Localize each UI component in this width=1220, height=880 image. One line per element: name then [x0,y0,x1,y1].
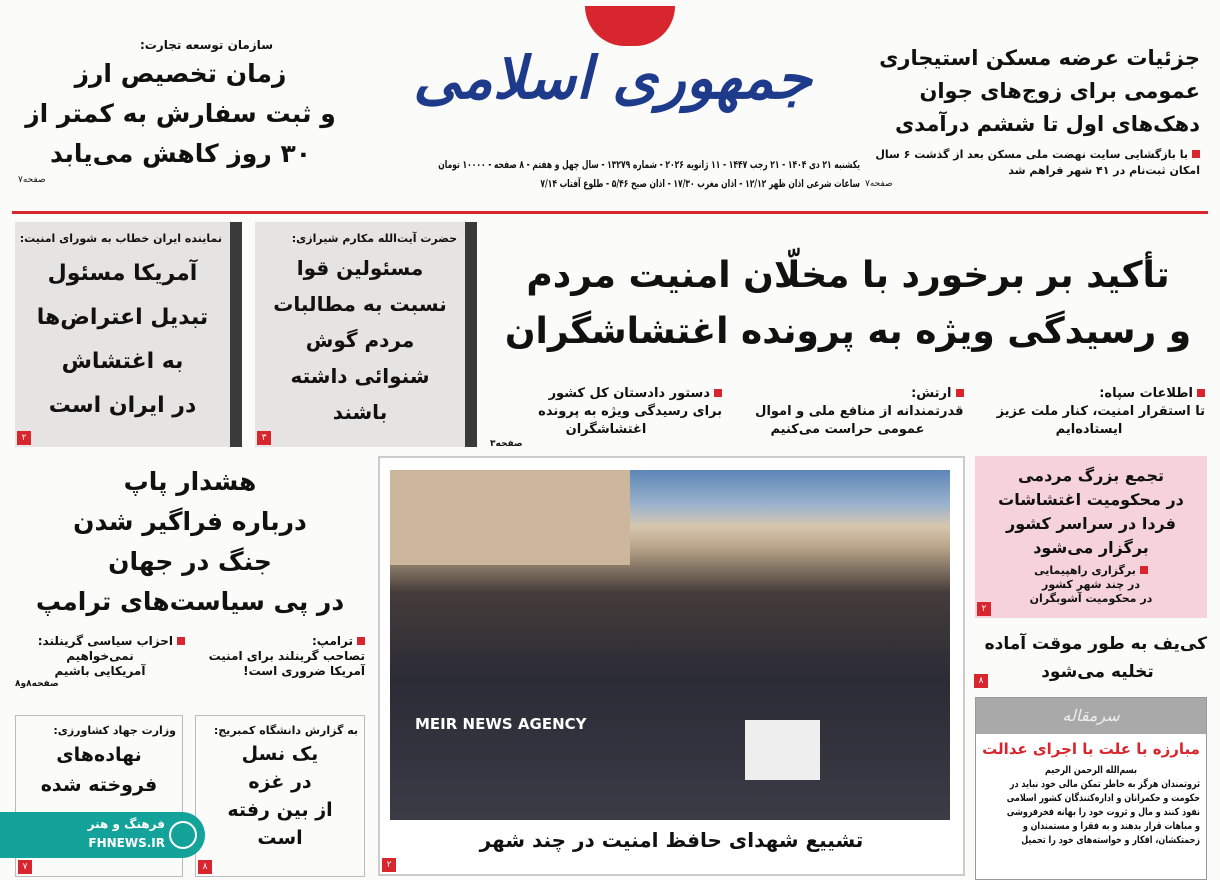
text [15,462,365,622]
text [865,147,1200,163]
text: زحمتکشان، افکار و خواسته‌های خود را تحمیل [1021,835,1200,846]
text: تبدیل اعتراض‌ها [36,305,209,330]
text [18,54,343,174]
text: ۲ [17,431,31,445]
text: صفحه۷ [865,179,893,189]
text: ۲ [382,858,396,872]
text: حضرت آیت‌الله مکارم شیرازی: [291,232,457,245]
text: تا استقرار امنیت، کنار ملت عزیز [996,404,1205,419]
text: کی‌یف به طور موقت آماده [984,634,1207,654]
text: زمان تخصیص ارز [74,59,287,88]
page-ref: صفحه۷ [18,175,46,185]
kyiv-story[interactable] [972,630,1207,690]
text: مبارزه با علت با اجرای عدالت [982,740,1200,758]
text [16,740,182,800]
divider [12,211,1208,214]
text: ثروتمندان هرگز به خاطر تمکن مالی خود نباید در [1009,779,1200,790]
main-headline[interactable] [488,248,1208,360]
text [1192,150,1200,158]
text [1197,389,1205,397]
top-left-story[interactable] [18,36,343,186]
text: درباره فراگیر شدن [73,507,307,536]
text [973,385,1205,403]
text: و مباهات قرار بدهند و به فقرا و مستمندان و [1022,821,1200,832]
cambridge-story[interactable] [195,715,365,877]
box-bar [230,222,242,447]
text: در ایران است [48,393,197,418]
text: برگزاری راهپیمایی [1034,564,1136,577]
text: نمی‌خواهیم [66,649,134,663]
text [972,630,1207,686]
text: در غزه [248,771,312,793]
text: تجمع بزرگ مردمی [1017,466,1165,485]
text: یک نسل [241,743,319,765]
text: ۸ [974,674,988,688]
text: ۳ [257,431,271,445]
text: ایستاده‌ایم [1055,422,1123,437]
text: عمومی برای زوج‌های جوان [919,79,1200,103]
text: حکومت و حکمرانان و اداره‌کنندگان کشور اسلامی [1006,793,1200,804]
date-line [405,156,860,194]
text: امکان ثبت‌نام در ۴۱ شهر فراهم شد [1008,164,1200,177]
text: ۳۰ روز کاهش می‌یابد [50,139,311,168]
text: در پی سیاست‌های ترامپ [35,587,345,616]
box-story-2[interactable] [255,222,465,447]
text: ۷ [18,860,32,874]
masthead-logo: جمهوری اسلامی [413,44,812,112]
text [490,385,722,403]
text: و رسیدگی ویژه به پرونده اغتشاشگران [504,311,1192,352]
text [15,252,230,428]
text [193,634,365,689]
text: دستور دادستان کل کشور [548,386,710,401]
text [1140,566,1148,574]
text [976,759,1206,848]
text: تصاحب گرینلند برای امنیت [208,649,365,663]
text: فروخته شده [40,774,158,796]
text: یکشنبه ۲۱ دی ۱۴۰۴ - ۲۱ رجب ۱۴۴۷ - ۱۱ ژانویه ۲۰۲۶ - شماره ۱۳۲۷۹ - سال چهل و هفتم - ۸ صفحه - ۱۰۰۰۰ تومان [438,159,860,171]
fhnews-logo-icon [169,821,197,849]
text: جزئیات عرضه مسکن استیجاری [879,46,1200,70]
text [15,634,185,689]
text: به اغتشاش [61,349,184,374]
text: ارتش: [911,386,952,401]
text: در محکومیت آشوبگران [1029,592,1153,605]
text: ۸ [198,860,212,874]
text: آمریکا مسئول [47,261,198,286]
text: نماینده ایران خطاب به شورای امنیت: [19,232,222,245]
box-story-1[interactable] [15,222,230,447]
text: فرهنگ و هنر [87,817,165,831]
text [732,385,964,403]
text: با بازگشایی سایت نهضت ملی مسکن بعد از گذشت ۶ سال [875,148,1188,161]
text: از بین رفته [227,799,333,821]
text [15,634,185,649]
photo-caption: تشییع شهدای حافظ امنیت در چند شهر [479,828,864,852]
text: نسبت به مطالبات [273,292,447,316]
text: آمریکایی باشیم [54,664,146,678]
text: دهک‌های اول تا ششم درآمدی [895,112,1200,136]
text: فردا در سراسر کشور [1006,514,1176,533]
text: تخلیه می‌شود [1041,662,1154,682]
text: جنگ در جهان [108,547,272,576]
placard [745,720,820,780]
text [15,634,365,689]
text: صفحه۳ [490,439,523,449]
text [975,564,1207,606]
text: باشند [332,400,388,424]
text: ترامپ: [311,634,353,648]
text: وزارت جهاد کشاورزی: [53,724,176,737]
text: است [257,827,303,849]
text: تأکید بر برخورد با مخلّان امنیت مردم [526,255,1170,296]
text: هشدار پاپ [123,467,257,496]
text [975,564,1207,578]
text: به گزارش دانشگاه کمبریج: [213,724,358,737]
text: مردم گوش [305,328,415,352]
pope-story[interactable] [15,462,365,689]
text [255,250,465,430]
sub-item[interactable] [732,385,964,449]
sub-item[interactable] [490,385,722,449]
text: در چند شهر کشور [1042,578,1140,591]
text: در محکومیت اغتشاشات [998,490,1184,509]
text: شنوائی داشته [290,364,430,388]
text: نهاده‌های [56,744,142,766]
main-subs [490,385,1205,449]
text: سازمان توسعه تجارت: [139,38,273,52]
text [390,470,630,565]
text: قدرتمندانه از منافع ملی و اموال [755,404,964,419]
text: آمریکا ضروری است! [243,664,365,678]
sub-item[interactable] [973,385,1205,449]
text: برای رسیدگی ویژه به پرونده [538,404,722,419]
photo-credit: MEIR NEWS AGENCY [415,715,587,733]
text: اغتشاشگران [565,422,647,437]
text: اطلاعات سپاه: [1099,386,1193,401]
top-right-story[interactable] [865,42,1200,189]
text [193,634,365,649]
photo-story[interactable] [378,456,965,876]
text: عمومی حراست می‌کنیم [770,422,925,437]
text: نفوذ کنند و مال و ثروت خود را بهانه فخرفروشی [1006,807,1200,818]
text: ساعات شرعی اذان ظهر ۱۲/۱۲ - اذان مغرب ۱۷/۳۰ - اذان صبح ۵/۴۶ - طلوع آفتاب ۷/۱۴ [540,178,860,190]
text [196,740,364,852]
text: و ثبت سفارش به کمتر از [25,99,336,128]
text: مسئولین قوا [296,256,424,280]
text [714,389,722,397]
text: صفحه۸و۸ [15,679,59,689]
text [177,637,185,645]
watermark [0,812,205,858]
editorial-banner: سرمقاله [976,698,1206,734]
text: برگزار می‌شود [1033,538,1149,557]
text [865,42,1200,141]
text: بسم‌الله الرحمن الرحیم [1045,765,1137,776]
text [975,464,1207,560]
text: ۲ [977,602,991,616]
box-bar [465,222,477,447]
text [956,389,964,397]
text: FHNEWS.IR [88,836,165,850]
text [357,637,365,645]
text [865,147,1200,179]
text: احزاب سیاسی گرینلند: [37,634,173,648]
news-photo [390,470,950,820]
pink-story[interactable] [975,456,1207,618]
editorial[interactable] [975,697,1207,880]
